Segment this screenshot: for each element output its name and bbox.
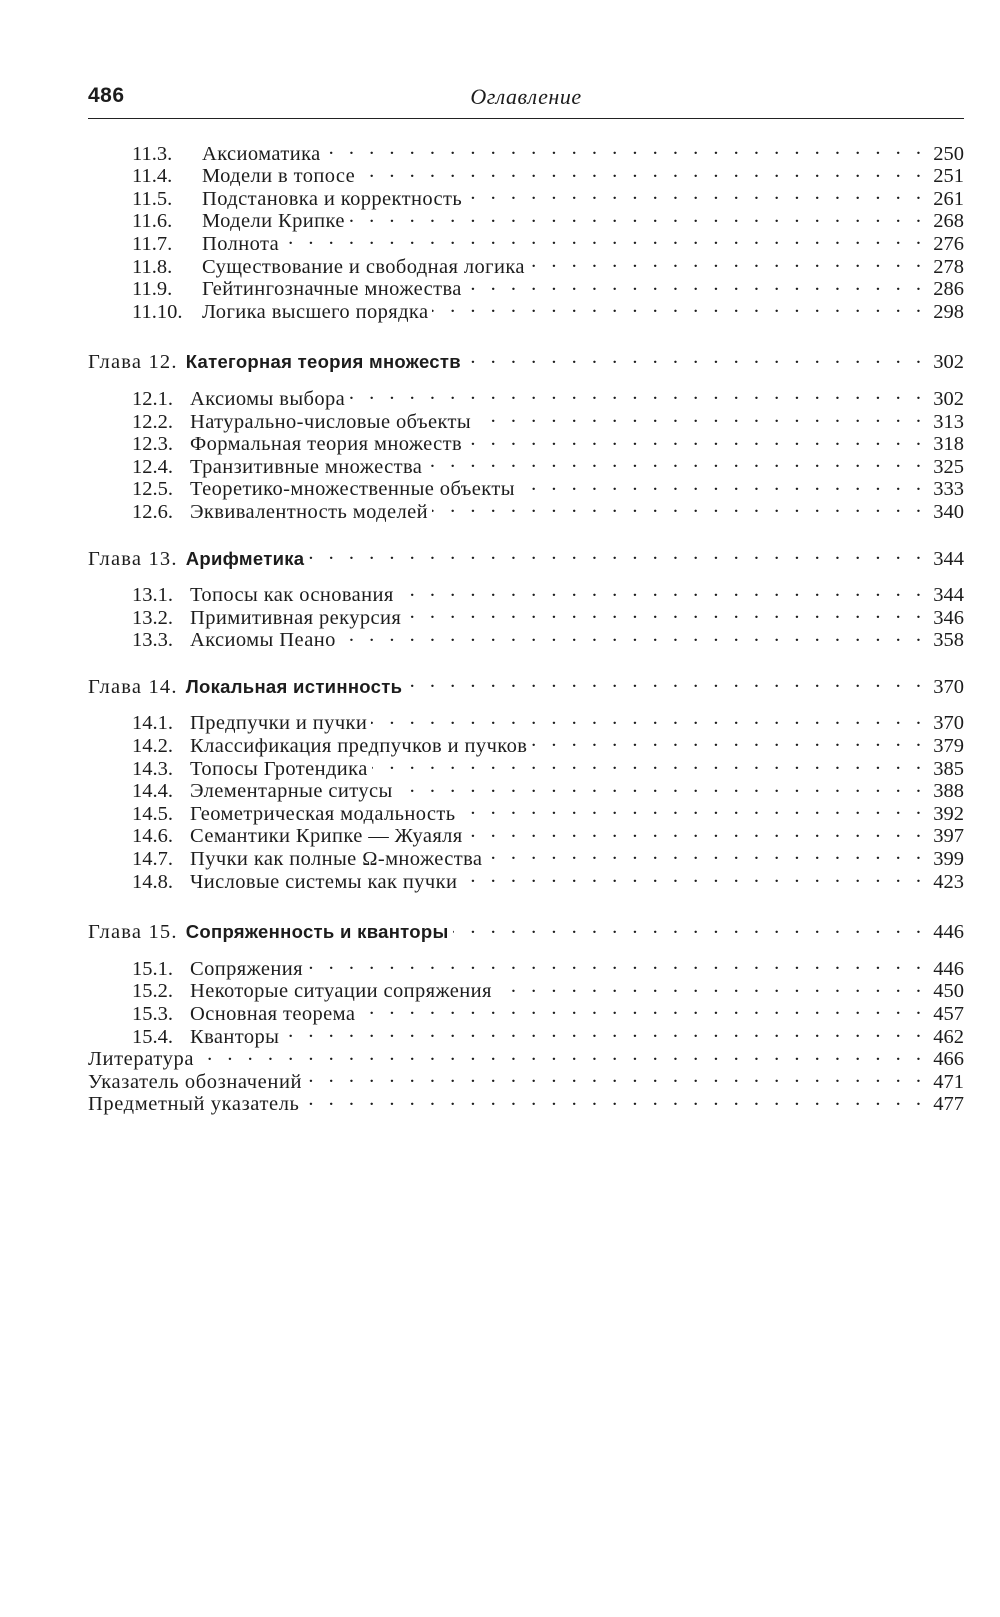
page-ref: 346 [933,606,964,629]
page-ref: 392 [933,802,964,825]
page-ref: 298 [933,300,964,323]
chapter-number: Глава 14. [88,675,178,698]
section-number: 14.5. [132,802,173,825]
dot-leader [371,707,926,730]
section-number: 15.1. [132,957,173,980]
section-title: Модели Крипке [202,210,345,233]
dot-leader [496,975,926,998]
section-title: Существование и свободная логика [202,255,525,278]
page-ref: 340 [933,500,964,523]
dot-leader [461,865,926,888]
page-ref: 261 [933,187,964,210]
dot-leader [405,601,926,624]
section-title: Логика высшего порядка [202,300,429,323]
back-matter-title: Предметный указатель [88,1093,300,1116]
section-title: Кванторы [190,1025,280,1048]
chapter-title: Локальная истинность [185,675,403,697]
section-title: Топосы как основания [190,584,394,607]
section-number: 12.5. [132,478,173,501]
section-number: 14.8. [132,870,173,893]
dot-leader [283,227,926,250]
dot-leader [340,624,926,647]
section-title: Предпучки и пучки [190,712,368,735]
section-title: Аксиомы выбора [190,387,346,410]
chapter-title: Арифметика [185,547,305,569]
dot-leader [531,729,926,752]
back-matter-title: Литература [88,1048,195,1071]
section-title: Натурально-числовые объекты [190,410,472,433]
section-title: Элементарные ситусы [190,780,393,803]
chapter-number: Глава 12. [88,351,178,374]
dot-leader [325,137,926,160]
page-ref: 446 [933,957,964,980]
dot-leader [397,775,926,798]
dot-leader [198,1043,926,1066]
dot-leader [519,473,926,496]
dot-leader [529,250,926,273]
section-title: Формальная теория множеств [190,433,463,456]
dot-leader [486,842,926,865]
section-number: 11.5. [132,187,173,210]
page-ref: 344 [933,547,964,570]
section-title: Аксиомы Пеано [190,629,336,652]
section-title: Эквивалентность моделей [190,500,429,523]
section-number: 14.1. [132,712,173,735]
section-number: 12.6. [132,500,173,523]
section-number: 15.3. [132,1003,173,1025]
dot-leader [349,205,926,228]
section-title: Аксиоматика [202,142,321,165]
dot-leader [359,997,926,1020]
dot-leader [308,542,926,565]
section-number: 14.7. [132,848,173,871]
back-matter-title: Указатель обозначений [88,1070,303,1093]
dot-leader [453,916,926,939]
section-title: Пучки как полные Ω-множества [190,848,483,871]
section-title: Примитивная рекурсия [190,606,402,629]
chapter-number: Глава 15. [88,921,178,944]
page-ref: 370 [933,675,964,698]
section-number: 13.1. [132,584,173,607]
section-number: 14.3. [132,757,173,780]
section-number: 15.2. [132,980,173,1003]
dot-leader [460,797,926,820]
section-title: Модели в топосе [202,165,356,188]
section-number: 14.4. [132,780,173,803]
section-number: 13.3. [132,629,173,652]
section-title: Числовые системы как пучки [190,870,458,893]
page-ref: 379 [933,735,964,758]
section-number: 11.7. [132,232,173,255]
section-number: 12.4. [132,455,173,478]
page-ref: 385 [933,757,964,780]
section-title: Геометрическая модальность [190,802,456,825]
section-number: 11.4. [132,165,173,188]
toc-entry [88,952,964,980]
toc-entry-back-matter [88,1043,964,1071]
dot-leader [432,495,926,518]
page-ref: 399 [933,848,964,871]
page-ref: 333 [933,478,964,501]
section-number: 13.2. [132,606,173,629]
page-ref: 370 [933,712,964,735]
page-ref: 466 [933,1048,964,1071]
page-ref: 251 [933,165,964,188]
dot-leader [304,1088,927,1111]
section-number: 11.3. [132,142,173,165]
page-ref: 318 [933,433,964,456]
dot-leader [398,579,926,602]
page-ref: 268 [933,210,964,233]
section-number: 11.9. [132,278,173,301]
toc-chapter-12 [88,346,964,374]
page-ref: 250 [933,142,964,165]
dot-leader [306,1065,926,1088]
section-title: Гейтингозначные множества [202,278,462,301]
dot-leader [426,450,926,473]
dot-leader [359,160,926,183]
page-ref: 450 [933,980,964,1003]
page-ref: 457 [933,1003,964,1025]
dot-leader [467,820,926,843]
section-number: 11.10. [132,300,183,323]
page-ref: 278 [933,255,964,278]
dot-leader [466,428,926,451]
section-number: 12.2. [132,410,173,433]
page-ref: 313 [933,410,964,433]
chapter-title: Сопряженность и кванторы [185,921,449,943]
section-number: 15.4. [132,1025,173,1048]
section-title: Семантики Крипке — Жуаяля [190,825,463,848]
chapter-number: Глава 13. [88,547,178,570]
header-rule [88,118,964,119]
running-title: Оглавление [470,84,582,109]
page-ref: 477 [933,1093,964,1116]
chapter-title: Категорная теория множеств [185,351,461,373]
page-header [88,78,964,118]
dot-leader [406,670,926,693]
section-title: Транзитивные множества [190,455,423,478]
page-ref: 302 [933,351,964,374]
section-title: Подстановка и корректность [202,187,463,210]
section-number: 11.8. [132,255,173,278]
section-title: Основная теорема [190,1003,356,1025]
toc-chapter-14 [88,670,964,698]
dot-leader [466,273,926,296]
section-number: 14.6. [132,825,173,848]
page-ref: 388 [933,780,964,803]
page-ref: 302 [933,387,964,410]
table-of-contents [88,137,964,1116]
section-title: Теоретико-множественные объекты [190,478,515,501]
dot-leader [465,346,926,369]
section-number: 12.3. [132,433,173,456]
toc-entry [88,137,964,165]
section-title: Сопряжения [190,957,303,980]
page-ref: 446 [933,921,964,944]
section-title: Топосы Гротендика [190,757,368,780]
toc-chapter-13 [88,542,964,570]
page-ref: 286 [933,278,964,301]
section-number: 11.6. [132,210,173,233]
page-ref: 276 [933,232,964,255]
dot-leader [432,295,926,318]
toc-entry [88,579,964,607]
section-number: 14.2. [132,735,173,758]
toc-entry-back-matter [88,1065,964,1093]
toc-entry [88,382,964,410]
page-number: 486 [88,84,125,107]
toc-entry [88,707,964,735]
page-ref: 325 [933,455,964,478]
page-ref: 358 [933,629,964,652]
page-ref: 423 [933,870,964,893]
section-title: Полнота [202,232,280,255]
section-title: Некоторые ситуации сопряжения [190,980,492,1003]
dot-leader [475,405,926,428]
dot-leader [466,182,926,205]
toc-chapter-15 [88,916,964,944]
dot-leader [307,952,926,975]
dot-leader [283,1020,926,1043]
section-title: Классификация предпучков и пучков [190,735,528,758]
page-ref: 471 [933,1070,964,1093]
section-number: 12.1. [132,387,173,410]
page-ref: 462 [933,1025,964,1048]
dot-leader [349,382,926,405]
page-ref: 344 [933,584,964,607]
page-ref: 397 [933,825,964,848]
dot-leader [372,752,926,775]
